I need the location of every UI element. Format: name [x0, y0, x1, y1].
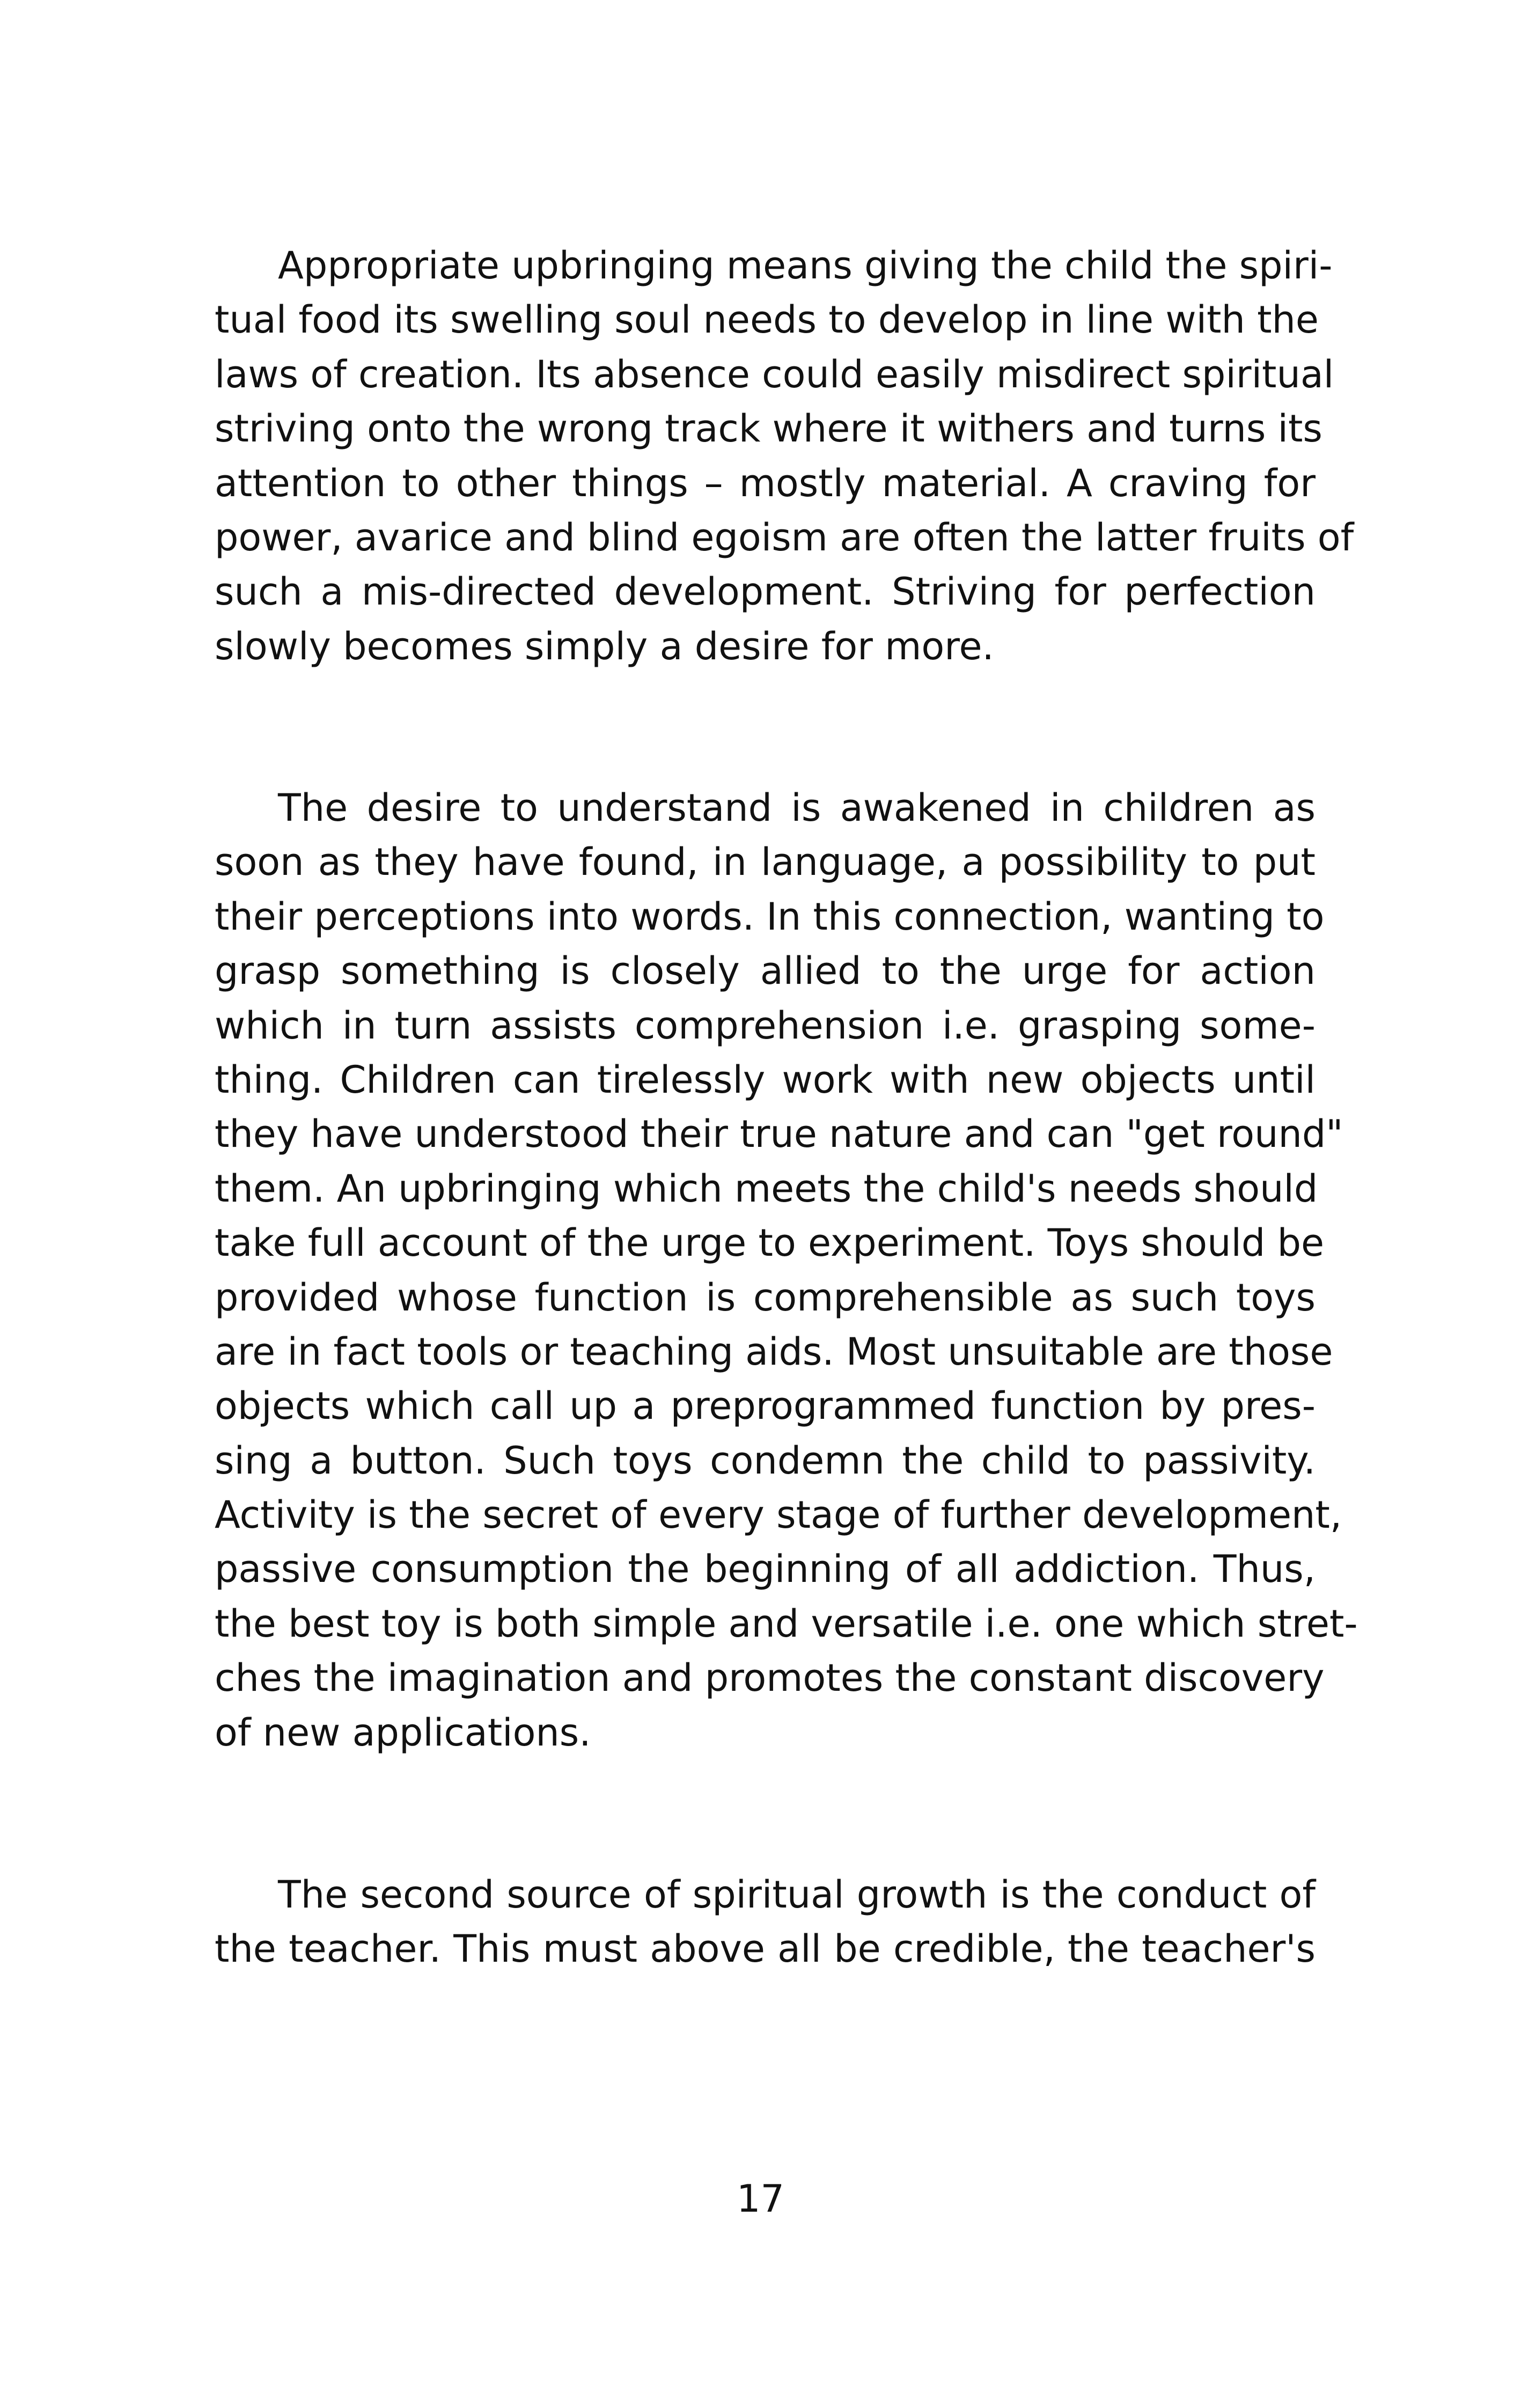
- text-line: grasp something is closely allied to the urge for action: [215, 949, 1316, 993]
- text-line: Activity is the secret of every stage of further development,: [215, 1493, 1342, 1537]
- text-line: tual food its swelling soul needs to develop in line with the: [215, 298, 1319, 342]
- text-line: are in fact tools or teaching aids. Most unsuitable are those: [215, 1329, 1333, 1374]
- text-line: them. An upbringing which meets the child's needs should: [215, 1166, 1318, 1211]
- paragraph-desire-to-understand: [215, 781, 1358, 1760]
- text-line: passive consumption the beginning of all addiction. Thus,: [215, 1547, 1316, 1592]
- text-line: they have understood their true nature and can "get round": [215, 1112, 1343, 1157]
- text-line: thing. Children can tirelessly work with new objects until: [215, 1057, 1316, 1102]
- text-line: The second source of spiritual growth is the conduct of: [278, 1873, 1316, 1917]
- paragraph-upbringing: [215, 239, 1354, 674]
- text-line: the best toy is both simple and versatile i.e. one which stret-: [215, 1601, 1358, 1646]
- text-line: such a mis-directed development. Striving for perfection: [215, 570, 1316, 614]
- text-line: sing a button. Such toys condemn the child to passivity.: [215, 1438, 1316, 1483]
- text-line: Appropriate upbringing means giving the child the spiri-: [278, 244, 1333, 288]
- text-line: attention to other things – mostly material. A craving for: [215, 461, 1316, 505]
- text-line: of new applications.: [215, 1710, 591, 1755]
- text-line: ches the imagination and promotes the constant discovery: [215, 1656, 1325, 1700]
- text-line: slowly becomes simply a desire for more.: [215, 624, 994, 668]
- text-line: The desire to understand is awakened in children as: [278, 786, 1316, 830]
- text-line: objects which call up a preprogrammed function by pres-: [215, 1384, 1316, 1428]
- text-line: striving onto the wrong track where it withers and turns its: [215, 407, 1322, 451]
- text-line: the teacher. This must above all be credible, the teacher's: [215, 1927, 1316, 1971]
- text-line: power, avarice and blind egoism are often the latter fruits of: [215, 515, 1354, 559]
- text-line: their perceptions into words. In this connection, wanting to: [215, 894, 1325, 939]
- text-line: take full account of the urge to experiment. Toys should be: [215, 1221, 1325, 1265]
- page-number: 17: [736, 2177, 785, 2221]
- paragraph-teacher-conduct: [215, 1868, 1316, 1977]
- text-line: which in turn assists comprehension i.e. grasping some-: [215, 1003, 1316, 1048]
- text-line: laws of creation. Its absence could easily misdirect spiritual: [215, 352, 1334, 396]
- text-line: provided whose function is comprehensible as such toys: [215, 1275, 1316, 1320]
- text-line: soon as they have found, in language, a possibility to put: [215, 840, 1316, 885]
